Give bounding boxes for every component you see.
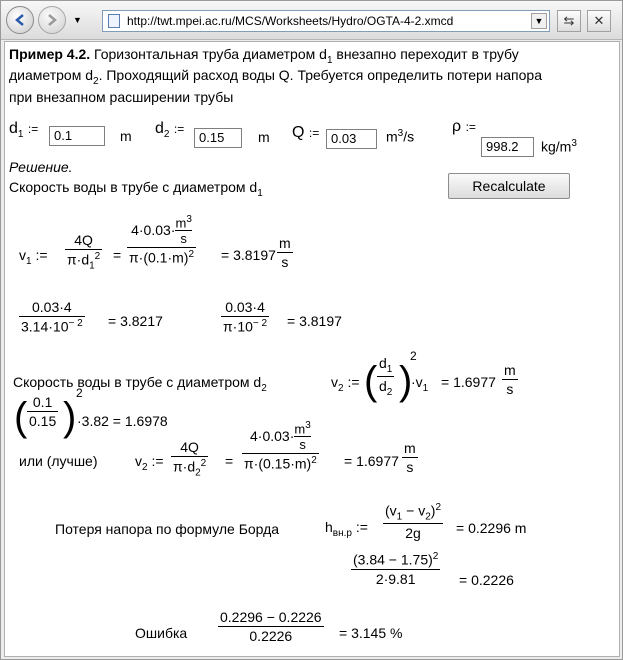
recalculate-button[interactable]: Recalculate [448, 173, 570, 199]
v2a-ratio-fraction: $d_1$ $d_2$ [379, 355, 393, 398]
v2b-unit: m s [404, 440, 416, 475]
v1-formula-fraction: 4Q $\pi\cdot d_1^2$ [67, 232, 101, 272]
v2a-result: = 1.6977 [441, 374, 496, 390]
problem-line-3: при внезапном расширении трубы [9, 89, 234, 105]
problem-title: Пример 4.2. [9, 46, 91, 62]
refresh-button[interactable] [557, 10, 581, 32]
v2b-lhs: $v_2$ := [135, 453, 164, 473]
d1-label: $d_1$ := [9, 120, 39, 141]
d2-unit: m [258, 129, 270, 145]
refresh-icon: ⇆ [563, 13, 575, 28]
v2a-mult: $\cdot v_1$ [411, 374, 429, 394]
back-button[interactable] [6, 6, 34, 34]
error-fraction: 0.2296 − 0.2226 0.2226 [220, 609, 322, 644]
close-icon: ✕ [593, 13, 605, 28]
address-dropdown-icon[interactable]: ▼ [531, 13, 547, 29]
v2a-unit: m s [504, 362, 516, 397]
address-url[interactable]: http://twt.mpei.ac.ru/MCS/Worksheets/Hydro/OGTA-4-2.xmcd [127, 14, 454, 28]
rho-unit: $kg/m^3$ [541, 138, 577, 155]
rho-input[interactable]: 998.2 [481, 137, 534, 157]
problem-line-2: диаметром $d_2$. Проходящий расход воды Q. Требуется определить потери напора [9, 67, 542, 87]
forward-arrow-icon [44, 12, 60, 28]
d2-label: $d_2$ := [155, 120, 185, 141]
check2-result: = 3.8197 [287, 313, 342, 329]
q-unit: $m^3/s$ [386, 128, 415, 145]
d2-input[interactable]: 0.15 [194, 128, 242, 148]
v1-numeric-fraction: 4·0.03· $m^3$ s $\pi\cdot(0.1\cdot m)^2$ [129, 214, 194, 266]
h-result: = 0.2296 m [456, 520, 527, 536]
check1-result: = 3.8217 [108, 313, 163, 329]
browser-toolbar [1, 1, 622, 40]
v2b-numeric-fraction: 4·0.03· $m^3$ s $\pi\cdot(0.15\cdot m)^2$ [244, 420, 317, 472]
v1-lhs: $v_1$ := [19, 247, 48, 267]
check4-fraction: $(3.84 - 1.75)^2$ 2·9.81 [353, 551, 439, 587]
check3-result: ·3.82 = 1.6978 [77, 413, 168, 429]
v2a-lhs: $v_2$ := [331, 374, 360, 394]
h-lhs: $h_{вн.р}$ := [325, 519, 368, 539]
back-arrow-icon [12, 12, 28, 28]
or-better-label: или (лучше) [19, 453, 98, 469]
solution-heading: Решение. [9, 159, 73, 175]
h-formula-fraction: $(v_1 - v_2)^2$ 2g [385, 502, 441, 542]
v1-result: = 3.8197 [221, 247, 276, 263]
error-label: Ошибка [135, 625, 188, 641]
check1-fraction: 0.03·4 $3.14\cdot 10^{- 2}$ [21, 299, 83, 335]
d1-unit: m [120, 128, 132, 144]
history-dropdown-icon[interactable]: ▼ [73, 15, 82, 25]
address-bar[interactable] [102, 10, 550, 32]
borda-text: Потеря напора по формуле Борда [55, 521, 280, 537]
check2-fraction: 0.03·4 $\pi\cdot 10^{- 2}$ [223, 299, 268, 335]
v2b-result: = 1.6977 [344, 453, 399, 469]
q-label: Q := [292, 124, 320, 141]
check3-fraction: 0.1 0.15 [29, 394, 57, 429]
check4-result: = 0.2226 [459, 572, 514, 588]
error-result: = 3.145 % [339, 625, 403, 641]
problem-line-1: Пример 4.2. Горизонтальная труба диаметром $d_1$ внезапно переходит в трубу [9, 46, 519, 66]
d1-input[interactable]: 0.1 [49, 126, 105, 146]
worksheet-content: Пример 4.2. Горизонтальная труба диаметром $d_1$ внезапно переходит в трубу диаметром $d_2$. Проходящий расход воды Q. Требуется определить потери напора при внезапном расширении трубы $d_1$ := 0.1 m $d_2$ := 0.15 m Q := 0.03 $m^3/s$ ρ := 998.2 $kg/m^3$ Решение. Скорость воды в трубе с диаметром $d_1$ Recalculate $v_1$ := 4Q $\pi\cdot d_1^2$ = 4·0.03· $m^3$ s $\pi\cdot(0.1\cdot m)^2$ = 3.8197 m s 0.03·4 $3.14\cdot 10^{- 2}$ = 3.8217 0.03·4 $\pi\cdot 10^{- 2}$ = 3.8197 Скорость воды в трубе с диаметром $d_2$ $v_2$ := ( $d_1$ $d_2$ ) 2 $\cdot v_1$ = 1.6977 m s ( 0.1 0.15 ) 2 ·3.82 = 1.6978 или (лучше) $v_2$ := 4Q $\pi\cdot d_2^2$ = 4·0.03· $m^3$ s $\pi\cdot(0.15\cdot m)^2$ = 1.6977 m s Потеря напора по формуле Борда $h_{вн.р}$ := $(v_1 - v_2)^2$ 2g = 0.2296 m $(3.84 - 1.75)^2$ 2·9.81 = 0.2226 Ошибка 0.2296 − 0.2226 0.2226 = 3.145 % [4, 41, 620, 657]
q-input[interactable]: 0.03 [326, 129, 377, 149]
rho-label: ρ := [452, 118, 476, 135]
v1-unit: m s [279, 235, 291, 270]
v2b-formula-fraction: 4Q $\pi\cdot d_2^2$ [173, 439, 207, 479]
stop-button[interactable] [587, 10, 611, 32]
forward-button[interactable] [38, 6, 66, 34]
page-icon [108, 14, 120, 28]
speed1-text: Скорость воды в трубе с диаметром $d_1$ [9, 179, 263, 199]
speed2-text: Скорость воды в трубе с диаметром $d_2$ [13, 374, 267, 394]
